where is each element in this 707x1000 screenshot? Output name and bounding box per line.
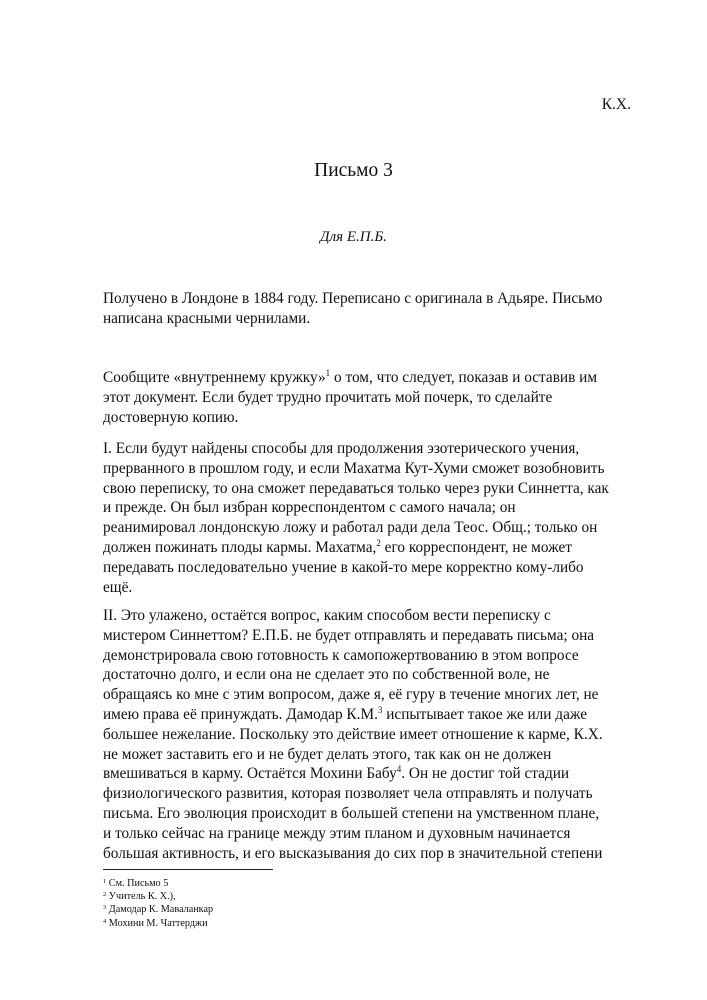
text-line: мистером Синнеттом? Е.П.Б. не будет отправлять и передавать письма; она [103, 626, 595, 644]
text-line: реанимировал лондонскую ложу и работал ради дела Теос. Общ.; только он [103, 519, 598, 537]
text-line: физиологического развития, которая позволяет чела отправлять и получать [103, 785, 593, 803]
text-line: большая активность, и его высказывания до сих пор в значительной степени [103, 844, 603, 862]
text-line: большее нежелание. Поскольку это действие имеет отношение к карме, К.Х. [103, 725, 603, 743]
paragraph-instructions [103, 368, 663, 427]
text-segment: вмешиваться в карму. Остаётся Мохини Бабу [103, 765, 397, 783]
text-line: свою переписку, то она сможет передаваться только через руки Синнетта, как [103, 479, 609, 497]
letter-title: Письмо 3 [314, 160, 393, 181]
letter-recipient: Для Е.П.Б. [320, 229, 387, 245]
footnote-ref-3: 3 [377, 704, 383, 715]
text-segment: испытывает такое же или даже [382, 705, 588, 723]
signature-initials: К.Х. [601, 96, 631, 113]
text-line [103, 705, 663, 725]
text-line [103, 538, 663, 558]
text-segment: имею права её принуждать. Дамодар К.М. [103, 705, 378, 723]
text-segment: его корреспондент, не может [380, 538, 572, 556]
text-line: не может заставить его и не будет делать этого, так как он не должен [103, 745, 552, 763]
text-line [103, 764, 663, 784]
footnote-mark: 1 [103, 878, 107, 885]
footnotes [103, 877, 213, 930]
footnote-1 [103, 877, 213, 890]
text-line [103, 368, 663, 388]
text-line: этот документ. Если будет трудно прочитать мой почерк, то сделайте [103, 388, 553, 406]
footnote-separator [103, 869, 273, 870]
text-segment: о том, что следует, показав и оставив им [330, 369, 598, 386]
text-line: Получено в Лондоне в 1884 году. Переписано с оригинала в Адьяре. Письмо [103, 290, 603, 307]
text-line: передавать последовательно учение в какой-то мере корректно кому-либо [103, 558, 584, 576]
text-line: письма. Его эволюция происходит в большей степени на умственном плане, [103, 804, 600, 822]
text-line: прерванного в прошлом году, и если Махатма Кут-Хуми сможет возобновить [103, 459, 605, 477]
text-line: и только сейчас на границе между этим планом и духовным начинается [103, 824, 571, 842]
footnote-3 [103, 903, 213, 916]
footnote-mark: 4 [103, 917, 107, 925]
footnote-text: См. Письмо 5 [106, 878, 169, 889]
paragraph-section-i [103, 439, 663, 597]
footnote-4 [103, 917, 213, 930]
footnote-ref-1: 1 [325, 368, 331, 378]
text-line: I. Если будут найдены способы для продолжения эзотерического учения, [103, 440, 580, 457]
footnote-text: Дамодар К. Маваланкар [106, 904, 214, 916]
text-line: демонстрировала свою готовность к самопожертвованию в этом вопросе [103, 646, 579, 664]
text-line: написана красными чернилами. [103, 309, 311, 327]
footnote-mark: 3 [103, 904, 107, 912]
footnote-2 [103, 890, 213, 903]
footnote-ref-4: 4 [396, 764, 402, 775]
text-segment: Сообщите «внутреннему кружку» [103, 369, 326, 386]
text-line: II. Это улажено, остаётся вопрос, каким способом вести переписку с [103, 607, 551, 624]
text-segment: должен пожинать плоды кармы. Махатма, [103, 538, 377, 556]
text-segment: . Он не достиг той стадии [401, 765, 570, 783]
intro-paragraph [103, 289, 663, 329]
text-line: достоверную копию. [103, 408, 239, 426]
footnote-text: Мохини М. Чаттерджи [106, 917, 208, 929]
footnote-mark: 2 [103, 891, 107, 899]
text-line: обращаясь ко мне с этим вопросом, даже я, её гуру в течение многих лет, не [103, 686, 599, 704]
text-line: и прежде. Он был избран корреспондентом с самого начала; он [103, 499, 516, 517]
paragraph-section-ii [103, 606, 663, 863]
footnote-ref-2: 2 [376, 537, 381, 548]
text-line: достаточно долго, и если она не сделает это по собственной воле, не [103, 666, 550, 684]
text-line: ещё. [103, 578, 133, 596]
footnote-text: Учитель К. Х.), [106, 891, 176, 903]
